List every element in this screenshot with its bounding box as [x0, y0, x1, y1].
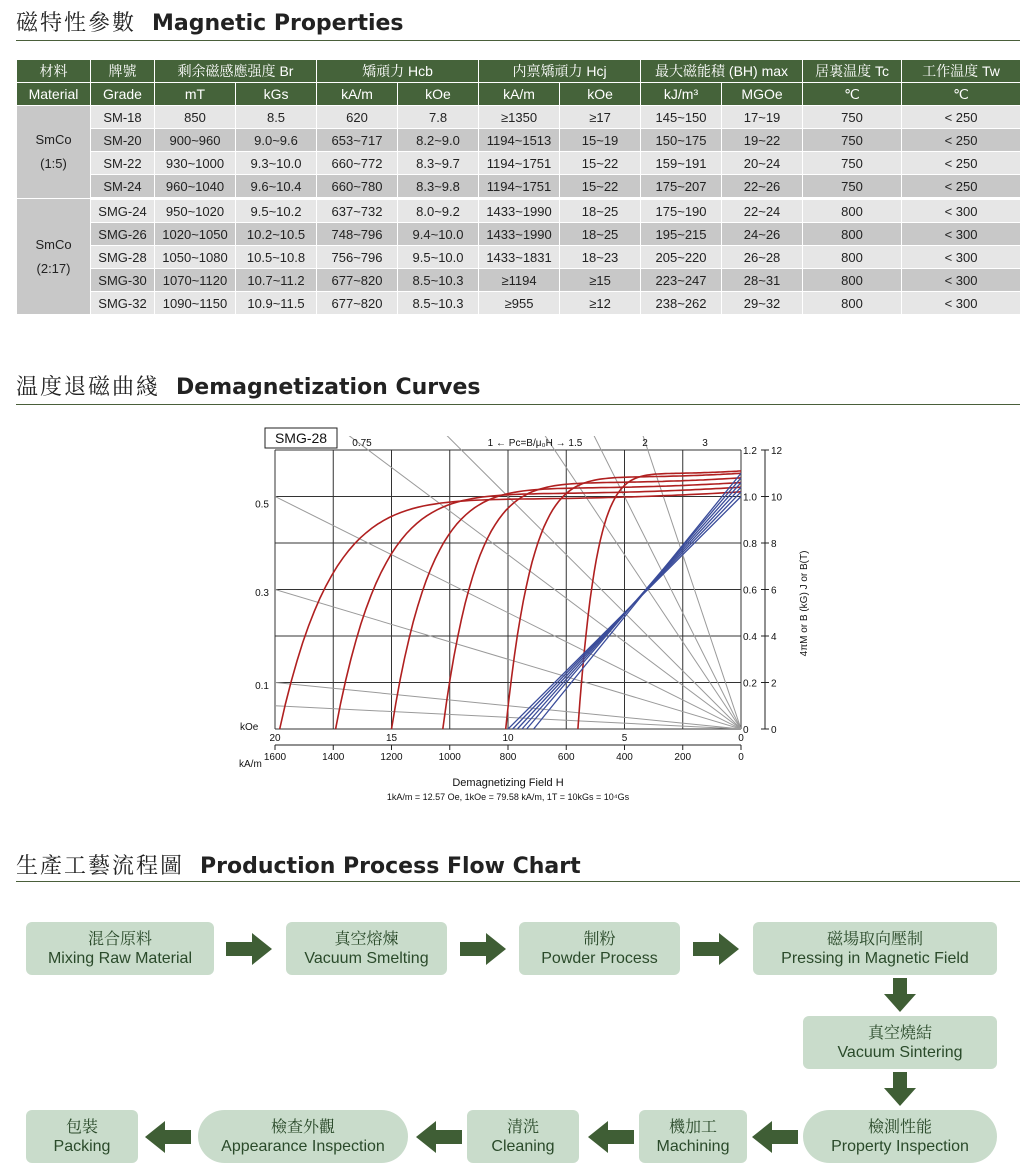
value-cell: 1090~1150 — [155, 292, 236, 315]
header-unit-c-tc: ℃ — [803, 83, 902, 106]
x-tick-kam: 600 — [557, 752, 575, 763]
value-cell: < 300 — [902, 223, 1021, 246]
table-row — [17, 175, 1021, 199]
header-unit-kjm3: kJ/m³ — [641, 83, 722, 106]
permeance-label-top: 3 — [702, 438, 708, 449]
value-cell: 1433~1990 — [479, 223, 560, 246]
magnetic-properties-title: 磁特性參數 Magnetic Properties — [16, 11, 404, 36]
value-cell: 175~207 — [641, 175, 722, 199]
arrow-right-icon — [226, 933, 274, 965]
x-tick-kam: 1000 — [438, 752, 461, 763]
value-cell: < 250 — [902, 152, 1021, 175]
value-cell: ≥17 — [560, 106, 641, 129]
intrinsic-curve — [443, 478, 741, 729]
section-divider — [16, 881, 1020, 882]
value-cell: < 300 — [902, 292, 1021, 315]
value-cell: 1194~1751 — [479, 175, 560, 199]
arrow-left-icon — [588, 1121, 634, 1153]
permeance-label-left: 0.3 — [255, 587, 269, 599]
permeance-label-top: 0.75 — [352, 438, 372, 449]
unit-conversion-note: 1kA/m = 12.57 Oe, 1kOe = 79.58 kA/m, 1T = 10kGs = 10⁴Gs — [386, 792, 630, 802]
step-machining: 機加工 Machining — [639, 1110, 747, 1163]
value-cell: 1194~1513 — [479, 129, 560, 152]
y-tick-tesla: 1.2 — [743, 446, 757, 457]
value-cell: 756~796 — [317, 246, 398, 269]
value-cell: 10.2~10.5 — [236, 223, 317, 246]
magnetic-properties-table — [16, 59, 1021, 315]
step-packing: 包裝 Packing — [26, 1110, 138, 1163]
value-cell: 18~23 — [560, 246, 641, 269]
value-cell: 1070~1120 — [155, 269, 236, 292]
permeance-label-left: 0.5 — [255, 499, 269, 511]
value-cell: < 300 — [902, 246, 1021, 269]
y-tick-tesla: 0.6 — [743, 585, 757, 597]
value-cell: 238~262 — [641, 292, 722, 315]
y-tick-kg: 10 — [771, 492, 783, 504]
table-row — [17, 129, 1021, 152]
value-cell: ≥955 — [479, 292, 560, 315]
value-cell: 800 — [803, 246, 902, 269]
value-cell: 9.5~10.2 — [236, 199, 317, 223]
demagnetization-chart — [230, 420, 830, 810]
production-flow-title: 生產工藝流程圖 Production Process Flow Chart — [16, 854, 581, 879]
value-cell: 900~960 — [155, 129, 236, 152]
table-header-row-2 — [17, 83, 1021, 106]
x-tick-kam: 1600 — [263, 752, 287, 763]
x-unit-koe: kOe — [240, 722, 259, 733]
grade-cell: SMG-28 — [91, 246, 155, 269]
x-tick-koe: 15 — [385, 733, 398, 744]
value-cell: < 300 — [902, 269, 1021, 292]
header-material-en: Material — [17, 83, 91, 106]
value-cell: 750 — [803, 129, 902, 152]
permeance-label-top: 2 — [642, 438, 648, 449]
header-unit-mgoe: MGOe — [722, 83, 803, 106]
value-cell: 8.0~9.2 — [398, 199, 479, 223]
value-cell: 1433~1831 — [479, 246, 560, 269]
value-cell: 10.7~11.2 — [236, 269, 317, 292]
demagnetization-curves-title: 温度退磁曲綫 Demagnetization Curves — [16, 375, 481, 400]
value-cell: 15~22 — [560, 152, 641, 175]
header-unit-mt: mT — [155, 83, 236, 106]
table-row — [17, 106, 1021, 129]
step-vacuum-smelting: 真空熔煉 Vacuum Smelting — [286, 922, 447, 975]
value-cell: 18~25 — [560, 223, 641, 246]
value-cell: 750 — [803, 175, 902, 199]
section-divider — [16, 404, 1020, 405]
y-tick-kg: 12 — [771, 446, 783, 457]
value-cell: 800 — [803, 269, 902, 292]
arrow-left-icon — [145, 1121, 191, 1153]
value-cell: 8.3~9.7 — [398, 152, 479, 175]
value-cell: 748~796 — [317, 223, 398, 246]
value-cell: 8.5~10.3 — [398, 269, 479, 292]
value-cell: 960~1040 — [155, 175, 236, 199]
value-cell: 8.5 — [236, 106, 317, 129]
header-unit-c-tw: ℃ — [902, 83, 1021, 106]
step-mixing-raw-material: 混合原料 Mixing Raw Material — [26, 922, 214, 975]
header-unit-koe-hcj: kOe — [560, 83, 641, 106]
value-cell: 9.3~10.0 — [236, 152, 317, 175]
table-row — [17, 199, 1021, 223]
value-cell: 22~26 — [722, 175, 803, 199]
grade-cell: SMG-24 — [91, 199, 155, 223]
value-cell: 20~24 — [722, 152, 803, 175]
value-cell: 1050~1080 — [155, 246, 236, 269]
value-cell: 653~717 — [317, 129, 398, 152]
grade-cell: SM-20 — [91, 129, 155, 152]
y-axis-label: 4πM or B (kG) J or B(T) — [799, 550, 810, 657]
x-tick-kam: 1200 — [380, 752, 403, 763]
value-cell: 620 — [317, 106, 398, 129]
value-cell: 29~32 — [722, 292, 803, 315]
value-cell: 750 — [803, 152, 902, 175]
grade-cell: SM-22 — [91, 152, 155, 175]
value-cell: 223~247 — [641, 269, 722, 292]
value-cell: 9.0~9.6 — [236, 129, 317, 152]
step-pressing-magnetic-field: 磁場取向壓制 Pressing in Magnetic Field — [753, 922, 997, 975]
value-cell: ≥1194 — [479, 269, 560, 292]
header-unit-koe-hcb: kOe — [398, 83, 479, 106]
grade-cell: SMG-32 — [91, 292, 155, 315]
value-cell: 26~28 — [722, 246, 803, 269]
value-cell: < 250 — [902, 129, 1021, 152]
value-cell: 145~150 — [641, 106, 722, 129]
load-line — [337, 427, 741, 729]
value-cell: 22~24 — [722, 199, 803, 223]
value-cell: < 250 — [902, 106, 1021, 129]
material-cell: SmCo (2:17) — [17, 199, 91, 315]
value-cell: 637~732 — [317, 199, 398, 223]
value-cell: ≥12 — [560, 292, 641, 315]
arrow-right-icon — [693, 933, 741, 965]
arrow-left-icon — [752, 1121, 798, 1153]
header-grade-zh: 牌號 — [91, 60, 155, 83]
table-header-row-1 — [17, 60, 1021, 83]
normal-curve — [534, 473, 741, 729]
y-tick-kg: 4 — [771, 632, 777, 643]
arrow-right-icon — [460, 933, 508, 965]
value-cell: 800 — [803, 223, 902, 246]
header-br: 剩余磁感應强度 Br — [155, 60, 317, 83]
x-tick-kam: 1400 — [322, 752, 345, 763]
grade-cell: SM-18 — [91, 106, 155, 129]
value-cell: 1433~1990 — [479, 199, 560, 223]
header-hcb: 矯頑力 Hcb — [317, 60, 479, 83]
value-cell: 800 — [803, 199, 902, 223]
header-tw: 工作温度 Tw — [902, 60, 1021, 83]
value-cell: 10.9~11.5 — [236, 292, 317, 315]
intrinsic-curve — [506, 473, 741, 729]
header-unit-kam-hcj: kA/m — [479, 83, 560, 106]
value-cell: 150~175 — [641, 129, 722, 152]
section-divider — [16, 40, 1020, 41]
value-cell: 660~780 — [317, 175, 398, 199]
x-tick-kam: 800 — [499, 752, 517, 763]
table-row — [17, 269, 1021, 292]
header-bhmax: 最大磁能積 (BH) max — [641, 60, 803, 83]
header-unit-kgs: kGs — [236, 83, 317, 106]
value-cell: 19~22 — [722, 129, 803, 152]
value-cell: 10.5~10.8 — [236, 246, 317, 269]
step-cleaning: 清洗 Cleaning — [467, 1110, 579, 1163]
x-tick-kam: 0 — [738, 752, 744, 763]
arrow-down-icon — [884, 978, 916, 1012]
value-cell: 8.3~9.8 — [398, 175, 479, 199]
table-row — [17, 246, 1021, 269]
table-row — [17, 292, 1021, 315]
x-tick-kam: 200 — [674, 752, 692, 763]
value-cell: 950~1020 — [155, 199, 236, 223]
x-tick-koe: 0 — [738, 733, 744, 744]
header-unit-kam-hcb: kA/m — [317, 83, 398, 106]
permeance-formula: 1 ← Pc=B/μ₀H → 1.5 — [487, 438, 583, 449]
grade-cell: SM-24 — [91, 175, 155, 199]
y-tick-kg: 8 — [771, 539, 777, 550]
value-cell: 15~19 — [560, 129, 641, 152]
x-tick-koe: 10 — [502, 733, 514, 744]
arrow-down-icon — [884, 1072, 916, 1106]
value-cell: < 300 — [902, 199, 1021, 223]
value-cell: 28~31 — [722, 269, 803, 292]
value-cell: < 250 — [902, 175, 1021, 199]
y-tick-tesla: 0.4 — [743, 632, 757, 643]
x-axis-label: Demagnetizing Field H — [452, 777, 564, 789]
y-tick-kg: 2 — [771, 678, 777, 690]
y-tick-tesla: 0.8 — [743, 539, 757, 550]
value-cell: 677~820 — [317, 292, 398, 315]
header-hcj: 内禀矯頑力 Hcj — [479, 60, 641, 83]
y-tick-tesla: 1.0 — [743, 492, 757, 504]
value-cell: 18~25 — [560, 199, 641, 223]
y-tick-tesla: 0 — [743, 725, 749, 736]
permeance-label-left: 0.1 — [255, 680, 269, 692]
chart-title: SMG-28 — [274, 430, 328, 446]
value-cell: 9.5~10.0 — [398, 246, 479, 269]
x-tick-koe: 5 — [621, 733, 628, 744]
y-tick-tesla: 0.2 — [743, 678, 757, 690]
value-cell: 17~19 — [722, 106, 803, 129]
value-cell: 175~190 — [641, 199, 722, 223]
value-cell: 1020~1050 — [155, 223, 236, 246]
step-property-inspection: 檢測性能 Property Inspection — [803, 1110, 997, 1163]
value-cell: 7.8 — [398, 106, 479, 129]
value-cell: 8.5~10.3 — [398, 292, 479, 315]
x-unit-kam: kA/m — [239, 759, 262, 770]
value-cell: 1194~1751 — [479, 152, 560, 175]
step-powder-process: 制粉 Powder Process — [519, 922, 680, 975]
value-cell: 660~772 — [317, 152, 398, 175]
value-cell: 24~26 — [722, 223, 803, 246]
value-cell: 9.4~10.0 — [398, 223, 479, 246]
table-row — [17, 223, 1021, 246]
value-cell: 850 — [155, 106, 236, 129]
value-cell: ≥15 — [560, 269, 641, 292]
value-cell: 677~820 — [317, 269, 398, 292]
grade-cell: SMG-26 — [91, 223, 155, 246]
material-cell: SmCo (1:5) — [17, 106, 91, 199]
step-appearance-inspection: 檢查外觀 Appearance Inspection — [198, 1110, 408, 1163]
header-material-zh: 材料 — [17, 60, 91, 83]
value-cell: 8.2~9.0 — [398, 129, 479, 152]
value-cell: 159~191 — [641, 152, 722, 175]
table-row — [17, 152, 1021, 175]
y-tick-kg: 0 — [771, 725, 777, 736]
value-cell: 800 — [803, 292, 902, 315]
y-tick-kg: 6 — [771, 585, 777, 597]
header-tc: 居裏温度 Tc — [803, 60, 902, 83]
grade-cell: SMG-30 — [91, 269, 155, 292]
value-cell: ≥1350 — [479, 106, 560, 129]
header-grade-en: Grade — [91, 83, 155, 106]
value-cell: 930~1000 — [155, 152, 236, 175]
value-cell: 9.6~10.4 — [236, 175, 317, 199]
value-cell: 205~220 — [641, 246, 722, 269]
value-cell: 195~215 — [641, 223, 722, 246]
value-cell: 750 — [803, 106, 902, 129]
step-vacuum-sintering: 真空燒結 Vacuum Sintering — [803, 1016, 997, 1069]
x-tick-koe: 20 — [269, 733, 281, 744]
value-cell: 15~22 — [560, 175, 641, 199]
arrow-left-icon — [416, 1121, 462, 1153]
x-tick-kam: 400 — [616, 752, 633, 763]
